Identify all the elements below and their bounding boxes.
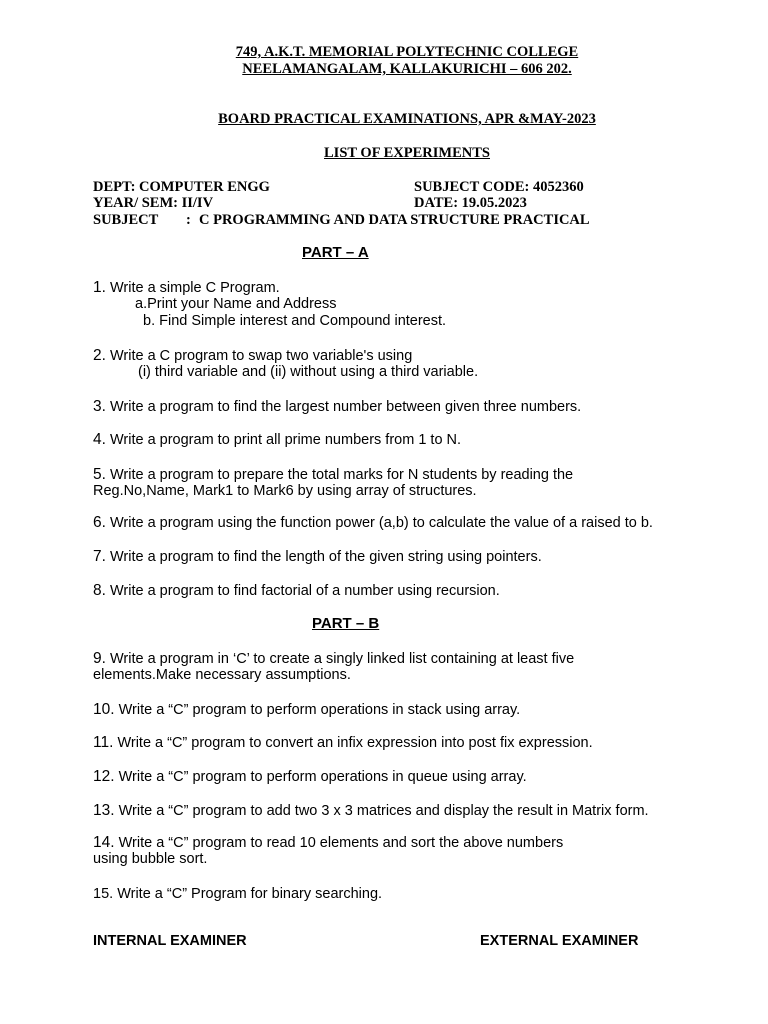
part-b-title: PART – B — [312, 615, 380, 632]
list-item-continuation: Reg.No,Name, Mark1 to Mark6 by using array of structures. — [93, 483, 477, 499]
external-examiner: EXTERNAL EXAMINER — [480, 933, 639, 949]
exam-date: DATE: 19.05.2023 — [414, 195, 527, 211]
list-item: 13. Write a “C” program to add two 3 x 3 matrices and display the result in Matrix form. — [93, 802, 649, 819]
list-item: 4. Write a program to print all prime numbers from 1 to N. — [93, 431, 462, 448]
college-name: 749, A.K.T. MEMORIAL POLYTECHNIC COLLEGE — [235, 44, 579, 60]
college-address: NEELAMANGALAM, KALLAKURICHI – 606 202. — [242, 61, 572, 77]
list-item: 12. Write a “C” program to perform operations in queue using array. — [93, 768, 527, 785]
list-item: 10. Write a “C” program to perform operations in stack using array. — [93, 701, 521, 718]
subject-code: SUBJECT CODE: 4052360 — [414, 179, 584, 195]
list-item-sub: a.Print your Name and Address — [135, 296, 337, 312]
list-item-sub: (i) third variable and (ii) without using a third variable. — [138, 364, 479, 380]
list-item: 7. Write a program to find the length of the given string using pointers. — [93, 548, 542, 565]
year-sem: YEAR/ SEM: II/IV — [93, 195, 214, 211]
list-item: 6. Write a program using the function power (a,b) to calculate the value of a raised to b. — [93, 514, 653, 531]
list-item: 9. Write a program in ‘C’ to create a singly linked list containing at least five — [93, 650, 575, 667]
part-a-title: PART – A — [302, 244, 369, 261]
subject-value: C PROGRAMMING AND DATA STRUCTURE PRACTICAL — [199, 212, 590, 228]
subject-label: SUBJECT — [93, 212, 159, 228]
list-item: 15. Write a “C” Program for binary searching. — [93, 886, 383, 902]
exam-title: BOARD PRACTICAL EXAMINATIONS, APR &MAY-2023 — [218, 111, 596, 127]
list-item: 8. Write a program to find factorial of a number using recursion. — [93, 582, 500, 599]
internal-examiner: INTERNAL EXAMINER — [93, 933, 247, 949]
list-item: 2. Write a C program to swap two variable's using — [93, 347, 413, 364]
list-item: 5. Write a program to prepare the total marks for N students by reading the — [93, 466, 574, 483]
dept-label: DEPT: COMPUTER ENGG — [93, 179, 270, 195]
list-item-sub: b. Find Simple interest and Compound interest. — [143, 313, 447, 329]
list-title: LIST OF EXPERIMENTS — [324, 145, 490, 161]
list-item: 14. Write a “C” program to read 10 elements and sort the above numbers — [93, 834, 564, 851]
list-item-continuation: elements.Make necessary assumptions. — [93, 667, 351, 683]
list-item-continuation: using bubble sort. — [93, 851, 208, 867]
list-item: 11. Write a “C” program to convert an infix expression into post fix expression. — [93, 734, 593, 751]
subject-separator: : — [186, 212, 191, 228]
list-item: 1. Write a simple C Program. — [93, 279, 280, 296]
list-item: 3. Write a program to find the largest number between given three numbers. — [93, 398, 582, 415]
